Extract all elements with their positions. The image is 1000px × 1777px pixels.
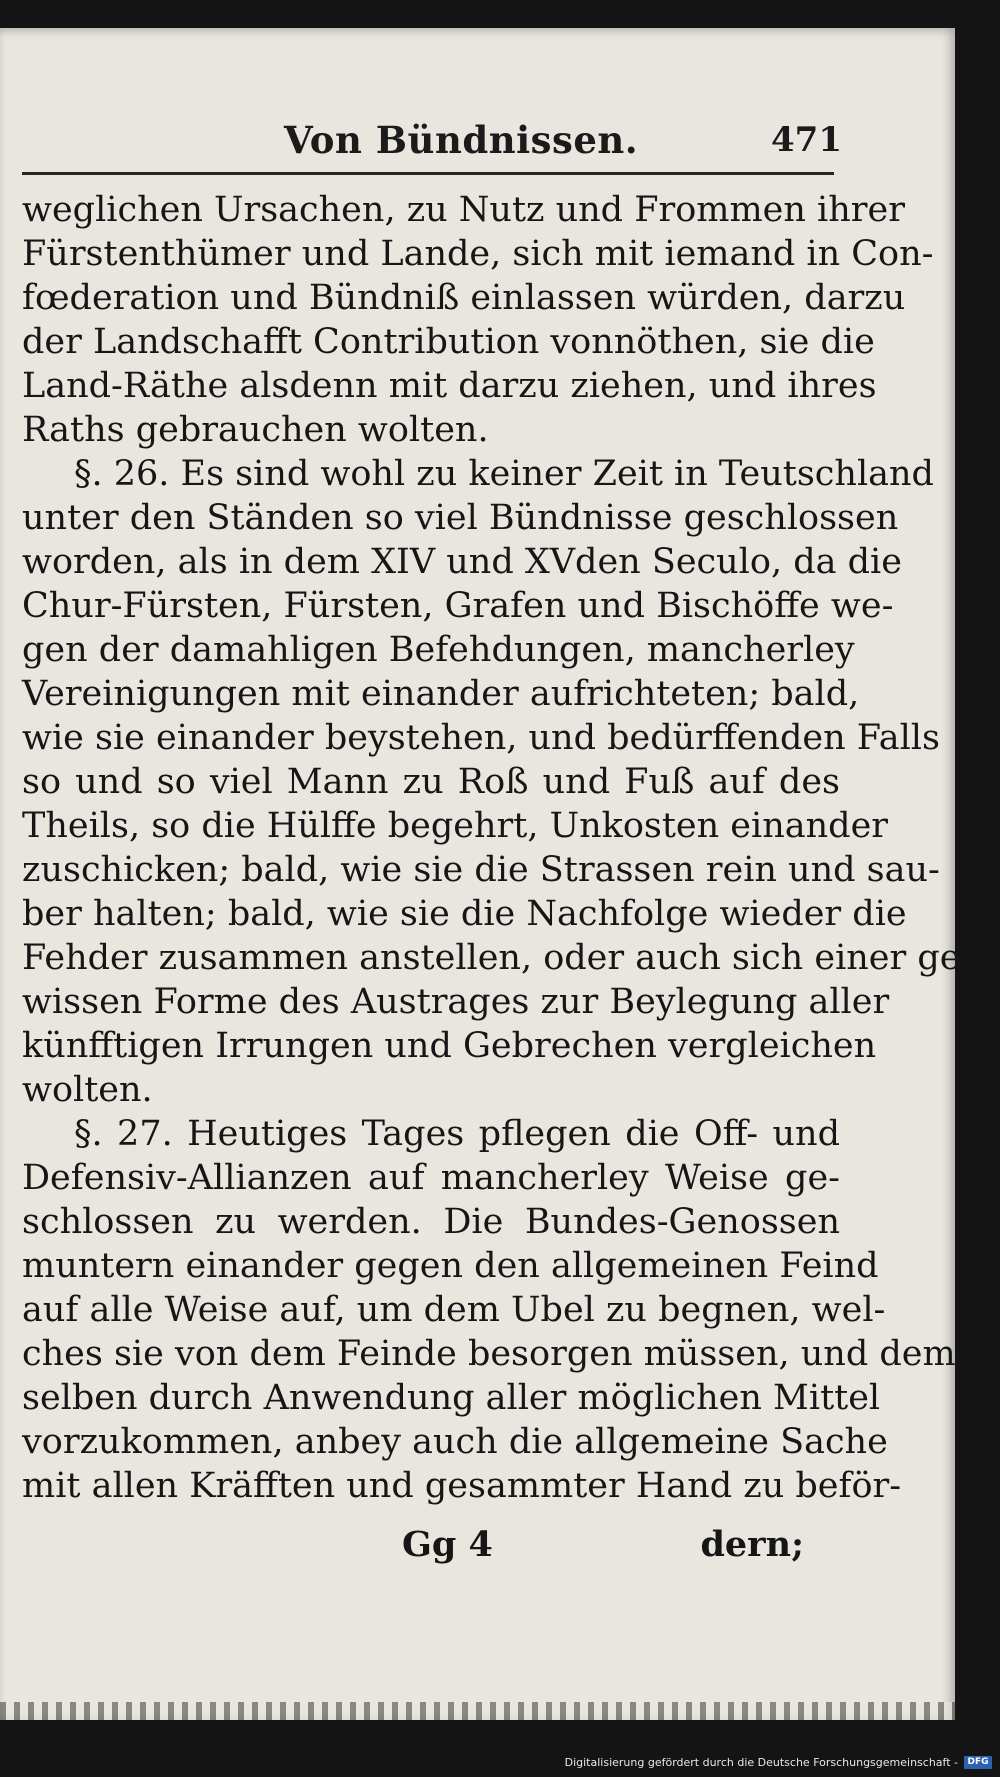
text-line: unter den Ständen so viel Bündnisse geschlossen (22, 498, 899, 538)
text-line: selben durch Anwendung aller möglichen Mittel (22, 1378, 881, 1418)
text-line: Theils, so die Hülffe begehrt, Unkosten einander (22, 806, 889, 846)
header-rule (22, 172, 834, 175)
text-line: künfftigen Irrungen und Gebrechen vergleichen (22, 1026, 877, 1066)
page-number: 471 (771, 120, 842, 160)
text-line: der Landschafft Contribution vonnöthen, sie die (22, 322, 875, 362)
catchword: dern; (700, 1524, 804, 1565)
text-line: weglichen Ursachen, zu Nutz und Frommen ihrer (22, 190, 905, 230)
text-line: zuschicken; bald, wie sie die Strassen rein und sau- (22, 850, 940, 890)
running-head (22, 114, 842, 174)
text-line: vorzukommen, anbey auch die allgemeine Sache (22, 1422, 888, 1462)
signature-line (22, 1524, 840, 1568)
funding-credit: Digitalisierung gefördert durch die Deutsche Forschungsgemeinschaft - (564, 1756, 958, 1769)
running-title: Von Bündnissen. (284, 118, 639, 162)
text-line: wie sie einander beystehen, und bedürffenden Falls (22, 718, 940, 758)
text-line: Chur-Fürsten, Fürsten, Grafen und Bischöffe we- (22, 586, 894, 626)
text-line: Fehder zusammen anstellen, oder auch sich einer ge- (22, 938, 973, 978)
text-line: wissen Forme des Austrages zur Beylegung aller (22, 982, 890, 1022)
dfg-logo: DFG (964, 1756, 992, 1769)
text-line: auf alle Weise auf, um dem Ubel zu begnen, wel- (22, 1290, 886, 1330)
text-line: wolten. (22, 1070, 153, 1110)
text-line: so und so viel Mann zu Roß und Fuß auf des (22, 762, 840, 802)
text-line: worden, als in dem XIV und XVden Seculo, da die (22, 542, 902, 582)
body-text (22, 188, 973, 1508)
text-line: muntern einander gegen den allgemeinen Feind (22, 1246, 879, 1286)
text-line: ches sie von dem Feinde besorgen müssen, und dem- (22, 1334, 968, 1374)
text-line: schlossen zu werden. Die Bundes-Genossen (22, 1202, 840, 1242)
text-line: Fürstenthümer und Lande, sich mit iemand in Con- (22, 234, 934, 274)
text-line: ber halten; bald, wie sie die Nachfolge wieder die (22, 894, 907, 934)
text-line: gen der damahligen Befehdungen, mancherley (22, 630, 855, 670)
text-line: fœderation und Bündniß einlassen würden, darzu (22, 278, 906, 318)
paragraph-27-start: §. 27. Heutiges Tages pflegen die Off- und (74, 1114, 840, 1154)
footer-bar (0, 1752, 1000, 1777)
text-line: Land-Räthe alsdenn mit darzu ziehen, und ihres (22, 366, 877, 406)
text-line: Vereinigungen mit einander aufrichteten; bald, (22, 674, 860, 714)
book-page (0, 28, 973, 1720)
text-line: Defensiv-Allianzen auf mancherley Weise ge- (22, 1158, 840, 1198)
signature-mark: Gg 4 (402, 1524, 493, 1565)
text-line: mit allen Kräfften und gesammter Hand zu beför- (22, 1466, 902, 1506)
text-line: Raths gebrauchen wolten. (22, 410, 489, 450)
paragraph-26-start: §. 26. Es sind wohl zu keiner Zeit in Teutschland (74, 454, 934, 494)
